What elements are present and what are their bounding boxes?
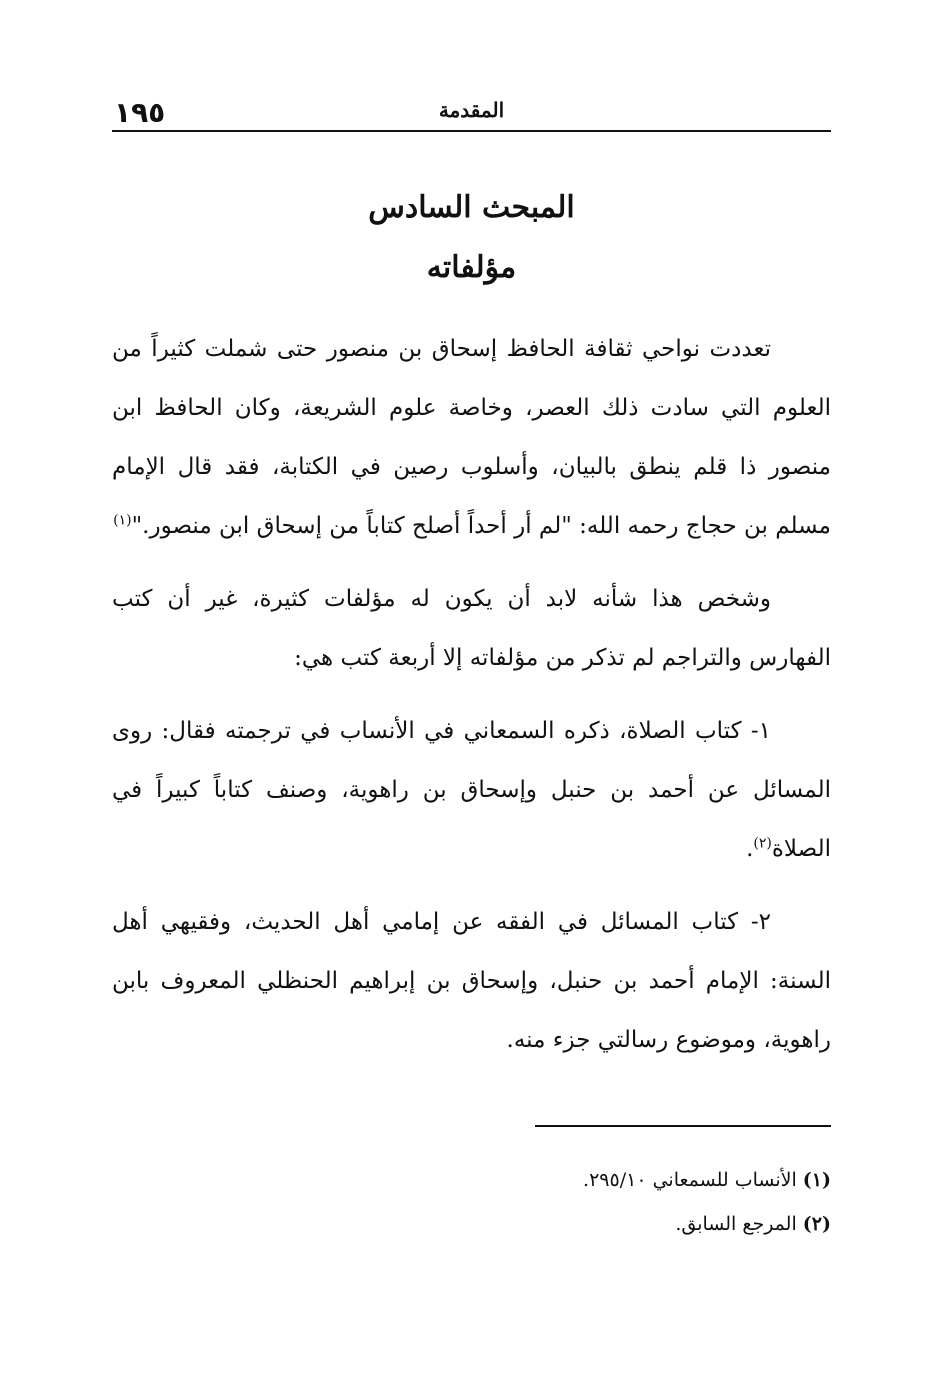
paragraph: تعددت نواحي ثقافة الحافظ إسحاق بن منصور حتى شملت كثيراً من العلوم التي سادت ذلك العصر، وخاصة علوم الشريعة، وكان الحافظ ابن منصور ذا قلم ينطق بالبيان، وأسلوب رصين في الكتابة، فقد قال الإمام مسلم بن حجاج رحمه الله: "لم أر أحداً أصلح كتاباً من إسحاق ابن منصور."$^{(١)}$ (112, 336, 831, 539)
paragraph: ١- كتاب الصلاة، ذكره السمعاني في الأنساب في ترجمته فقال: روى المسائل عن أحمد بن حنبل وإسحاق بن راهوية، وصنف كتاباً كبيراً في الصلاة$^{(٢)}$. (112, 718, 831, 862)
footnote-text: المرجع السابق. (675, 1213, 797, 1235)
footnote-divider (535, 1125, 831, 1127)
page-header (112, 96, 831, 132)
footnote-mark: (١) (802, 1169, 831, 1191)
footnotes (112, 1158, 831, 1246)
paragraph: ٢- كتاب المسائل في الفقه عن إمامي أهل الحديث، وفقيهي أهل السنة: الإمام أحمد بن حنبل، وإسحاق بن إبراهيم الحنظلي المعروف بابن راهوية، وموضوع رسالتي جزء منه. (112, 909, 831, 1053)
page-number: ١٩٥ (114, 96, 166, 129)
section-heading: المبحث السادس (368, 190, 575, 225)
footnote-ref[interactable]: (١) (113, 512, 132, 529)
footnote (112, 1158, 831, 1202)
footnote-ref[interactable]: (٢) (753, 835, 772, 852)
footnote-mark: (٢) (802, 1213, 831, 1235)
body-text (112, 320, 831, 1084)
paragraph: وشخص هذا شأنه لابد أن يكون له مؤلفات كثيرة، غير أن كتب الفهارس والتراجم لم تذكر من مؤلفاته إلا أربعة كتب هي: (112, 586, 831, 671)
footnote-text: الأنساب للسمعاني ٢٩٥/١٠. (583, 1169, 797, 1191)
footnote (112, 1202, 831, 1246)
running-title: المقدمة (438, 98, 505, 122)
chapter-title: مؤلفاته (426, 250, 517, 285)
